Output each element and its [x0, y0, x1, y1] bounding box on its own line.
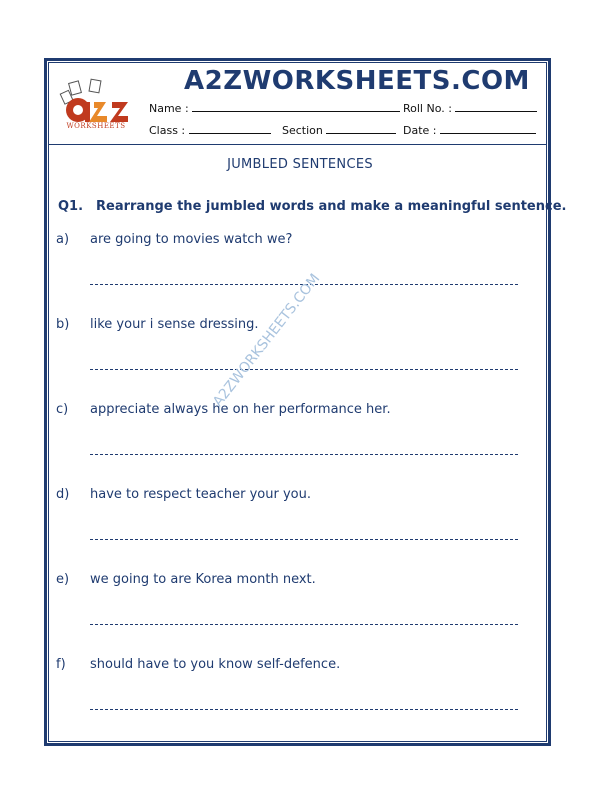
roll-field[interactable] — [403, 101, 537, 115]
answer-line[interactable] — [90, 539, 518, 540]
roll-blank — [455, 101, 537, 112]
item-letter: c) — [56, 402, 69, 417]
section-label: Section — [282, 124, 323, 137]
jumbled-sentence: have to respect teacher your you. — [90, 487, 311, 502]
date-blank — [440, 123, 536, 134]
answer-line[interactable] — [90, 369, 518, 370]
logo-wordmark: WORKSHEETS — [66, 122, 126, 130]
section-blank — [326, 123, 396, 134]
question-number: Q1. — [58, 199, 84, 214]
date-label: Date : — [403, 124, 437, 137]
a2z-logo-graphic — [56, 78, 136, 124]
answer-line[interactable] — [90, 454, 518, 455]
item-letter: a) — [56, 232, 70, 247]
class-label: Class : — [149, 124, 186, 137]
date-field[interactable] — [403, 123, 536, 137]
class-blank — [189, 123, 271, 134]
worksheet-title: JUMBLED SENTENCES — [227, 157, 373, 172]
item-letter: d) — [56, 487, 70, 502]
answer-line[interactable] — [90, 624, 518, 625]
item-letter: e) — [56, 572, 70, 587]
header-divider — [48, 144, 547, 145]
jumbled-sentence: appreciate always he on her performance her. — [90, 402, 391, 417]
item-letter: f) — [56, 657, 66, 672]
name-blank — [192, 101, 400, 112]
class-field[interactable] — [149, 123, 271, 137]
roll-label: Roll No. : — [403, 102, 452, 115]
item-letter: b) — [56, 317, 70, 332]
site-title[interactable]: A2ZWORKSHEETS.COM — [184, 66, 530, 96]
answer-line[interactable] — [90, 709, 518, 710]
name-label: Name : — [149, 102, 189, 115]
watermark: A2ZWORKSHEETS.COM — [210, 270, 324, 410]
jumbled-sentence: should have to you know self-defence. — [90, 657, 341, 672]
jumbled-sentence: are going to movies watch we? — [90, 232, 293, 247]
name-field[interactable] — [149, 101, 400, 115]
jumbled-sentence: we going to are Korea month next. — [90, 572, 316, 587]
question-instruction: Rearrange the jumbled words and make a meaningful sentence. — [96, 199, 567, 214]
section-field[interactable] — [282, 123, 396, 137]
jumbled-sentence: like your i sense dressing. — [90, 317, 259, 332]
a2z-logo — [56, 78, 136, 136]
